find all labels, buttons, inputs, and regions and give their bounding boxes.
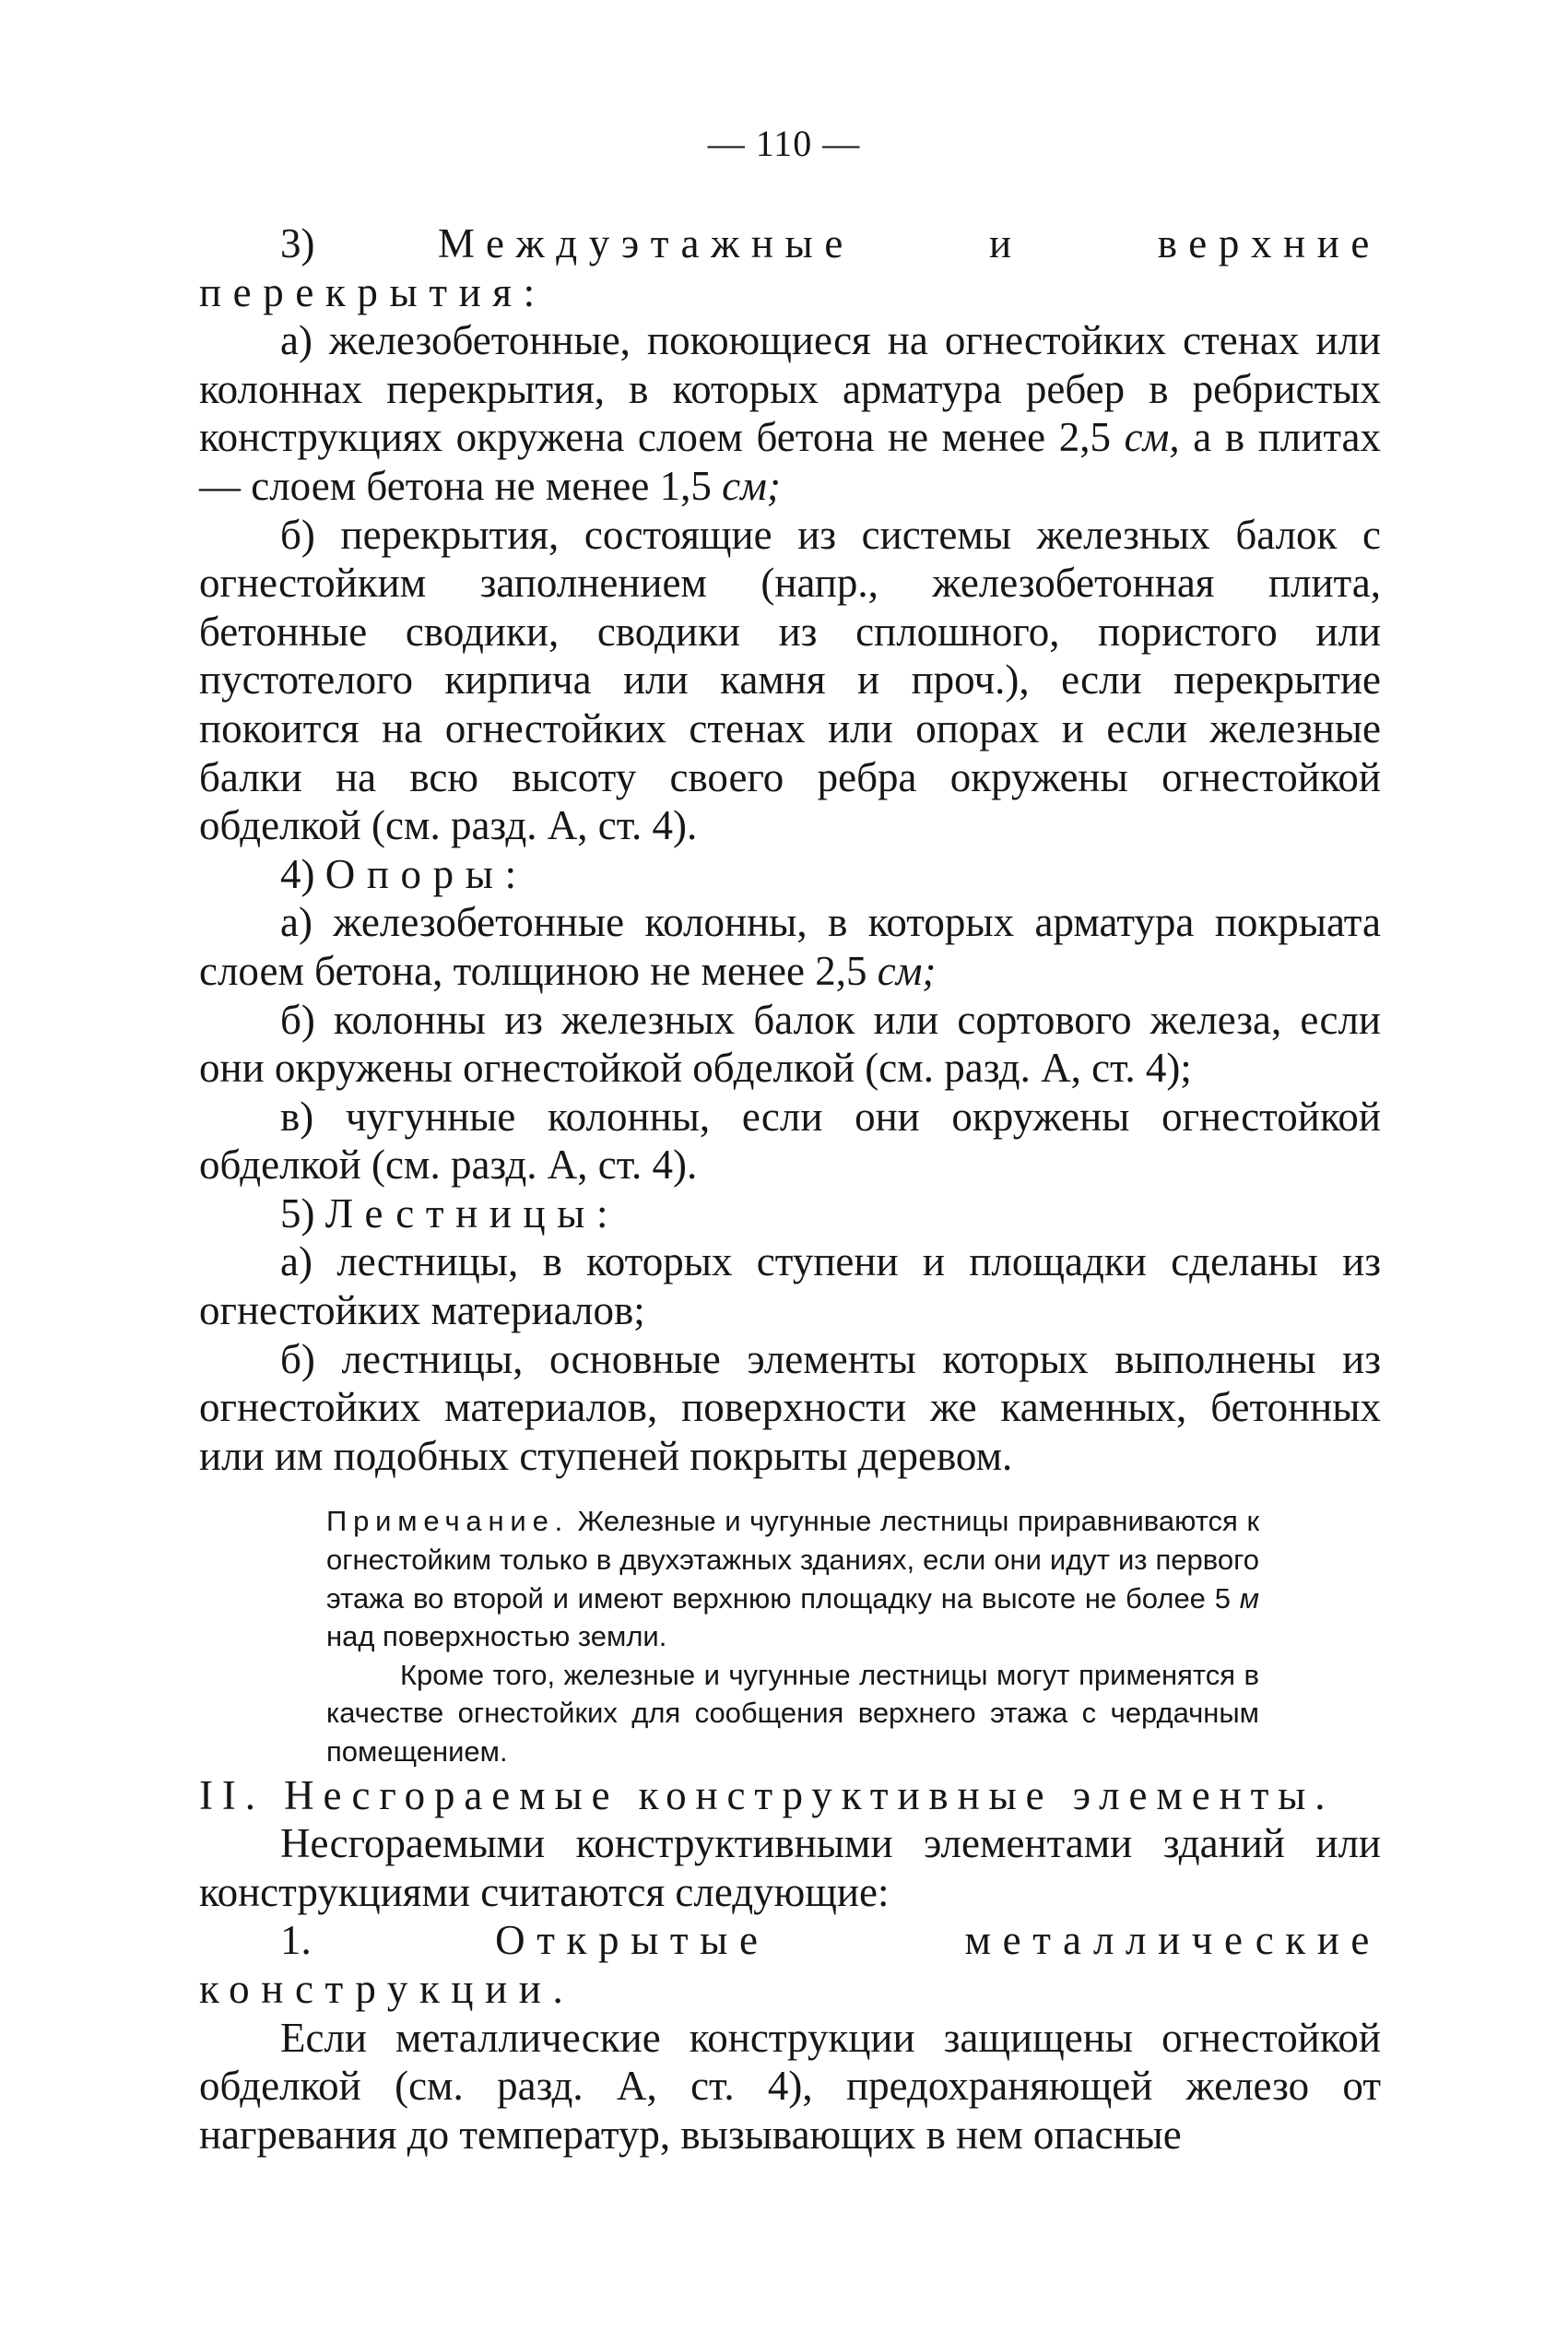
page-body	[199, 219, 1381, 2159]
section-ii-intro: Несгораемыми конструктивными элементами зданий или конструкциями считаются следующие:	[199, 1820, 1381, 1915]
unit-cm: см;	[722, 462, 781, 509]
text-run: Железные и чугунные лестницы приравниваются к огнестойким только в двухэтажных зданиях, если они идут из первого этажа во второй и имеют верхнюю площадку на высоте не более 5	[326, 1505, 1259, 1615]
section-3-item-a	[199, 316, 1381, 510]
section-5-heading	[199, 1189, 1381, 1238]
section-3-title: Междуэтажные и верхние перекрытия:	[199, 220, 1381, 315]
note-paragraph-1	[326, 1502, 1259, 1655]
note-block	[326, 1502, 1259, 1770]
section-ii-heading: II. Несгораемые конструктивные элементы.	[199, 1771, 1335, 1818]
section-3-item-b: б) перекрытия, состоящие из системы железных балок с огнестойким заполнением (напр., железобетонная плита, бетонные сводики, сводики из сплошного, пористого или пустотелого кирпича или камня и проч.), если перекрытие покоится на огнестойких стенах или опорах и если железные балки на всю высоту своего ребра окружены огнестойкой обделкой (см. разд. А, ст. 4).	[199, 511, 1381, 849]
text-run: над поверхностью земли.	[326, 1620, 667, 1653]
section-5-title: Лестницы:	[324, 1189, 620, 1236]
section-ii-item-1-text: Если металлические конструкции защищены огнестойкой обделкой (см. разд. А, ст. 4), предохраняющей железо от нагревания до температур, вызывающих в нем опасные	[199, 2014, 1381, 2158]
text-run: а) железобетонные колонны, в которых арматура покрыата слоем бетона, толщиною не менее 2,5	[199, 899, 1381, 994]
unit-cm: см,	[1124, 414, 1180, 461]
section-4-item-a	[199, 898, 1381, 995]
section-5-number: 5)	[280, 1189, 315, 1236]
text-run: а) железобетонные, покоющиеся на огнестойких стенах или колоннах перекрытия, в которых арматура ребер в ребристых конструкциях окружена слоем бетона не менее 2,5	[199, 317, 1381, 461]
text-run: а в плитах — слоем бетона не менее 1,5	[199, 414, 1382, 509]
unit-m: м	[1239, 1581, 1259, 1615]
item-1-number: 1.	[280, 1917, 312, 1964]
section-4-item-c: в) чугунные колонны, если они окружены огнестойкой обделкой (см. разд. А, ст. 4).	[199, 1093, 1381, 1189]
section-3-heading	[199, 219, 1381, 316]
section-4-heading	[199, 850, 1381, 899]
section-4-title: Опоры:	[324, 850, 528, 897]
note-label: Примечание.	[326, 1505, 570, 1538]
item-1-title: Открытые металлические конструкции.	[199, 1917, 1382, 2012]
section-4-item-b: б) колонны из железных балок или сортового железа, если они окружены огнестойкой обделкой (см. разд. А, ст. 4);	[199, 996, 1381, 1092]
section-ii-item-1-heading	[199, 1916, 1381, 2013]
section-5-item-a: а) лестницы, в которых ступени и площадки сделаны из огнестойких материалов;	[199, 1238, 1381, 1334]
section-3-number: 3)	[280, 220, 315, 266]
page-number: — 110 —	[707, 123, 861, 164]
section-4-number: 4)	[280, 850, 315, 897]
section-5-item-b: б) лестницы, основные элементы которых выполнены из огнестойких материалов, поверхности же каменных, бетонных или им подобных ступеней покрыты деревом.	[199, 1335, 1381, 1479]
note-paragraph-2: Кроме того, железные и чугунные лестницы могут применятся в качестве огнестойких для сообщения верхнего этажа с чердачным помещением.	[326, 1658, 1259, 1768]
unit-cm: см;	[877, 947, 937, 994]
